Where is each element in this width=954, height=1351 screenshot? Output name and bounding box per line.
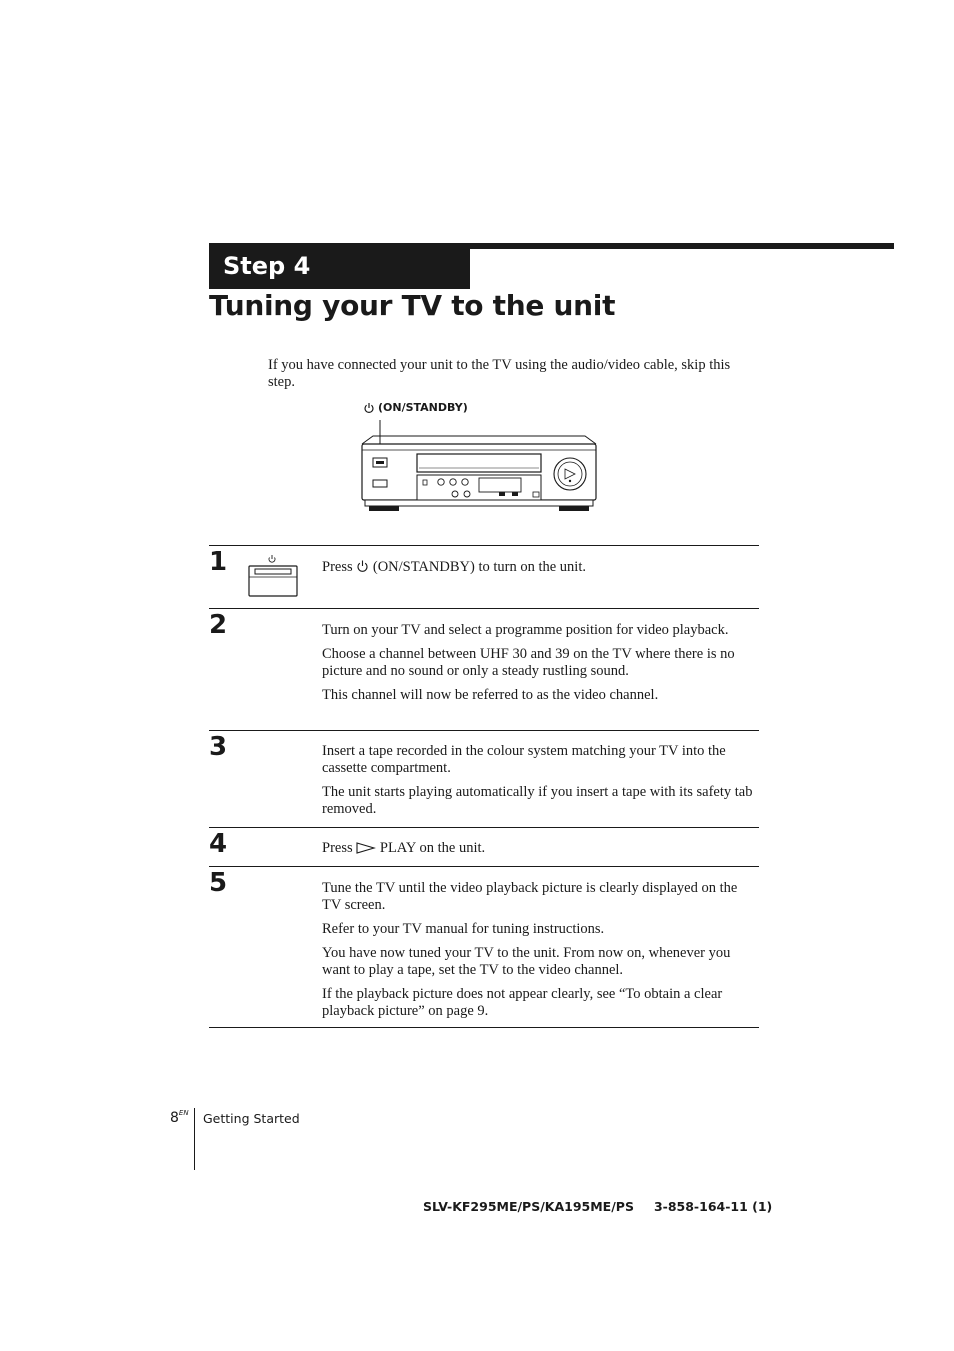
vcr-front-panel-illustration xyxy=(355,418,605,518)
step-3 xyxy=(209,730,759,827)
page-number-value: 8 xyxy=(170,1110,179,1126)
step-text: Press xyxy=(322,559,353,575)
step-text: Refer to your TV manual for tuning instructions. xyxy=(322,921,605,937)
step-text: You have now tuned your TV to the unit. From now on, whenever you want to play a tape, set the TV to the video channel. xyxy=(322,945,731,978)
step-number: 5 xyxy=(209,868,228,898)
page-suffix: EN xyxy=(178,1109,189,1117)
power-icon xyxy=(363,402,375,414)
step-text: Choose a channel between UHF 30 and 39 on the TV where there is no picture and no sound or only a steady rustling sound. xyxy=(322,646,735,679)
page-number xyxy=(170,1109,189,1126)
model-number: SLV-KF295ME/PS/KA195ME/PS xyxy=(423,1199,634,1214)
step-tab xyxy=(209,243,470,289)
step-2 xyxy=(209,608,759,730)
on-standby-label: (ON/STANDBY) xyxy=(378,401,468,414)
steps-list xyxy=(209,545,759,1028)
step-4-text xyxy=(322,840,759,857)
power-button-illustration xyxy=(247,554,299,598)
step-text: The unit starts playing automatically if you insert a tape with its safety tab removed. xyxy=(322,784,753,817)
step-text: Press xyxy=(322,840,353,856)
document-code: 3-858-164-11 (1) xyxy=(653,1199,773,1214)
footer-rule xyxy=(194,1108,195,1170)
step-number: 3 xyxy=(209,732,228,762)
step-text: PLAY on the unit. xyxy=(379,840,486,856)
model-line xyxy=(423,1199,772,1214)
step-text: Turn on your TV and select a programme position for video playback. xyxy=(322,622,729,638)
step-text: (ON/STANDBY) to turn on the unit. xyxy=(372,559,586,575)
step-number: 1 xyxy=(209,547,228,577)
step-text: Tune the TV until the video playback picture is clearly displayed on the TV screen. xyxy=(322,880,738,913)
step-text: If the playback picture does not appear clearly, see “To obtain a clear playback picture” on page 9. xyxy=(322,986,723,1019)
page-title: Tuning your TV to the unit xyxy=(209,289,616,322)
play-icon xyxy=(356,842,376,854)
step-1-text xyxy=(322,559,759,576)
step-4 xyxy=(209,827,759,866)
step-1 xyxy=(209,545,759,608)
on-standby-callout xyxy=(363,401,468,414)
step-number: 4 xyxy=(209,829,228,859)
header-rule xyxy=(470,243,894,249)
intro-text: If you have connected your unit to the TV using the audio/video cable, skip this step. xyxy=(268,357,731,390)
step-number: 2 xyxy=(209,610,228,640)
power-icon xyxy=(356,559,369,573)
step-text: Insert a tape recorded in the colour system matching your TV into the cassette compartment. xyxy=(322,743,726,776)
step-text: This channel will now be referred to as the video channel. xyxy=(322,687,659,703)
step-label: Step 4 xyxy=(223,252,311,280)
section-name: Getting Started xyxy=(203,1111,300,1126)
step-5 xyxy=(209,866,759,1028)
